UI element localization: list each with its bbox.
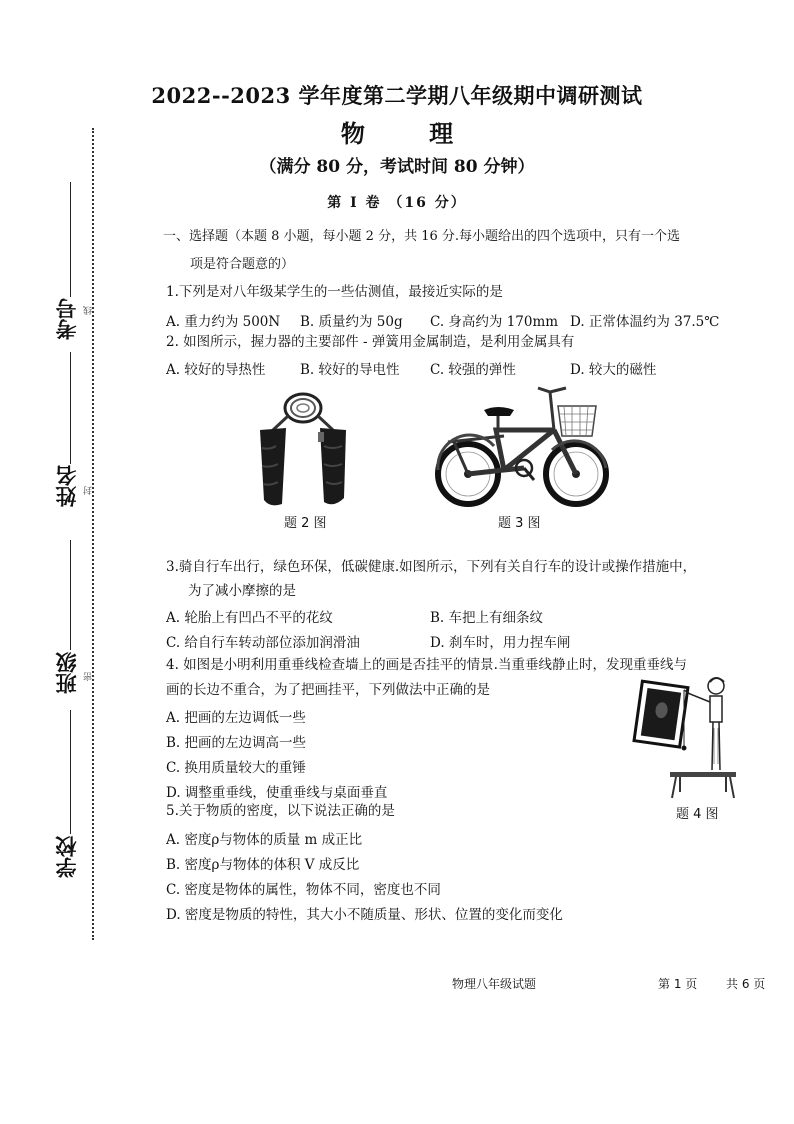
subject-title: 物 理 [340, 119, 482, 148]
q3-option-a: A. 轮胎上有凹凸不平的花纹 [166, 610, 333, 626]
q3-stem-line2: 为了减小摩擦的是 [188, 583, 296, 599]
seal-mark-seal: 封 [84, 486, 94, 495]
seal-mark-line: 线 [84, 306, 94, 315]
q5-stem: 5.关于物质的密度，以下说法正确的是 [166, 803, 395, 819]
q4-option-c: C. 换用质量较大的重锤 [166, 760, 306, 776]
fig2-caption: 题 2 图 [284, 516, 327, 531]
q3-option-d: D. 刹车时，用力捏车闸 [430, 635, 571, 651]
q4-stem-line2: 画的长边不重合，为了把画挂平，下列做法中正确的是 [166, 682, 490, 698]
label-exam-number: 考号 [55, 298, 79, 340]
section-intro-line1: 一、选择题（本题 8 小题，每小题 2 分，共 16 分.每小题给出的四个选项中，只有一个选 [163, 229, 681, 244]
q4-option-b: B. 把画的左边调高一些 [166, 735, 307, 751]
q5-option-d: D. 密度是物质的特性，其大小不随质量、形状、位置的变化而变化 [166, 907, 563, 923]
q1-option-b: B. 质量约为 50g [300, 314, 403, 330]
q3-stem-line1: 3.骑自行车出行，绿色环保，低碳健康.如图所示，下列有关自行车的设计或操作措施中， [166, 559, 697, 575]
seal-mark-secret: 密 [84, 672, 94, 681]
binding-dotted-line [92, 128, 94, 940]
q5-option-c: C. 密度是物体的属性，物体不同，密度也不同 [166, 882, 441, 898]
q2-option-a: A. 较好的导热性 [166, 362, 266, 378]
q2-option-c: C. 较强的弹性 [430, 362, 516, 378]
q5-option-b: B. 密度ρ与物体的体积 V 成反比 [166, 857, 360, 873]
q2-option-d: D. 较大的磁性 [570, 362, 657, 378]
q1-stem: 1.下列是对八年级某学生的一些估测值，最接近实际的是 [166, 284, 503, 300]
label-class: 班级 [55, 652, 79, 694]
footer-total-pages: 共 6 页 [726, 977, 766, 991]
q5-option-a: A. 密度ρ与物体的质量 m 成正比 [166, 832, 363, 848]
part-title: 第 I 卷 （16 分） [327, 195, 467, 211]
q3-option-b: B. 车把上有细条纹 [430, 610, 544, 626]
label-school: 学校 [55, 836, 79, 878]
hand-grip-figure [248, 388, 358, 510]
exam-title: 2022--2023 学年度第二学期八年级期中调研测试 [151, 83, 643, 108]
q1-option-c: C. 身高约为 170mm [430, 314, 559, 330]
q2-option-b: B. 较好的导电性 [300, 362, 400, 378]
bicycle-figure [434, 380, 612, 510]
q4-option-a: A. 把画的左边调低一些 [166, 710, 306, 726]
q4-stem-line1: 4. 如图是小明利用重垂线检查墙上的画是否挂平的情景.当重垂线静止时，发现重垂线与 [166, 657, 687, 673]
footer-subject: 物理八年级试题 [452, 977, 537, 991]
plumb-line-figure [630, 672, 740, 800]
blank-line-school [70, 710, 71, 834]
fig3-caption: 题 3 图 [498, 516, 541, 531]
q1-option-a: A. 重力约为 500N [166, 314, 281, 330]
blank-line-class [70, 540, 71, 650]
q1-option-d: D. 正常体温约为 37.5℃ [570, 314, 720, 330]
q3-option-c: C. 给自行车转动部位添加润滑油 [166, 635, 360, 651]
footer-page-number: 第 1 页 [658, 977, 698, 991]
q2-stem: 2. 如图所示，握力器的主要部件 - 弹簧用金属制造，是利用金属具有 [166, 334, 575, 350]
label-name: 姓名 [55, 465, 79, 507]
blank-line-name [70, 352, 71, 464]
exam-meta: （满分 80 分，考试时间 80 分钟） [259, 157, 535, 177]
q4-option-d: D. 调整重垂线，使重垂线与桌面垂直 [166, 785, 388, 801]
fig4-caption: 题 4 图 [676, 807, 719, 822]
section-intro-line2: 项是符合题意的） [190, 257, 295, 272]
